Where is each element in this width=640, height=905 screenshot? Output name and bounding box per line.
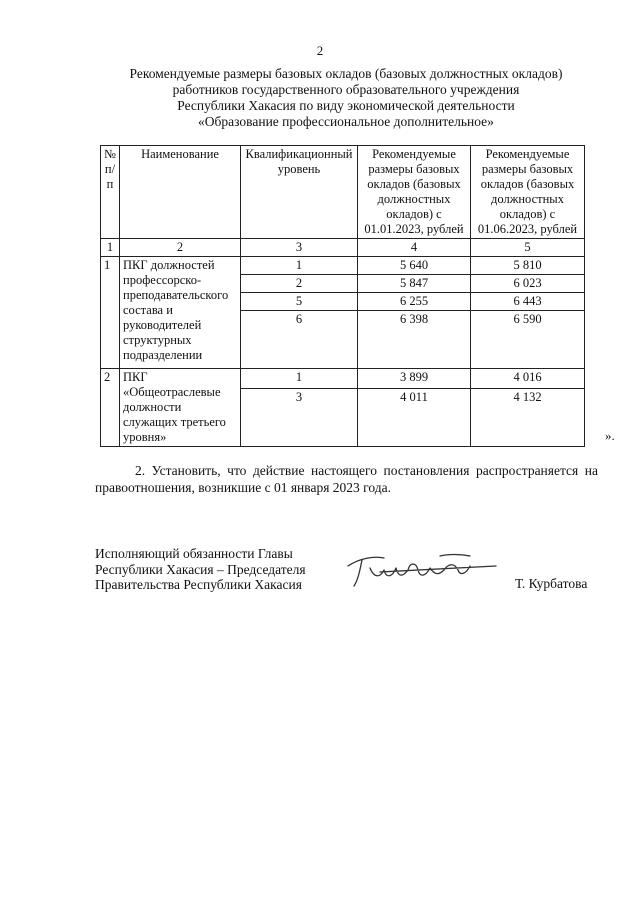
salary-jan: 6 398 — [358, 311, 471, 369]
signer-line: Исполняющий обязанности Главы — [95, 546, 293, 561]
salary-jan: 4 011 — [358, 389, 471, 447]
group-name: ПКГ «Общеотраслевые должности служащих третьего уровня» — [120, 369, 241, 447]
salary-table — [100, 145, 585, 447]
qualification-level: 2 — [241, 275, 358, 293]
group-name: ПКГ должностей профессорско-преподавательского состава и руководителей структурных подразделении — [120, 257, 241, 369]
header-level: Квалификационный уровень — [241, 146, 358, 239]
title-line: «Образование профессиональное дополнительное» — [198, 114, 494, 129]
resolution-paragraph: 2. Установить, что действие настоящего постановления распространяется на правоотношения, возникшие с 01 января 2023 года. — [95, 463, 598, 495]
table-row — [101, 257, 585, 275]
title-line: работников государственного образовательного учреждения — [172, 82, 520, 97]
column-number: 4 — [358, 239, 471, 257]
header-salary-jun: Рекомендуемые размеры базовых окладов (базовых должностных окладов) с 01.06.2023, рублей — [471, 146, 585, 239]
salary-jan: 5 847 — [358, 275, 471, 293]
table-row — [101, 369, 585, 389]
qualification-level: 6 — [241, 311, 358, 369]
salary-jun: 4 016 — [471, 369, 585, 389]
page-number: 2 — [316, 43, 324, 58]
salary-jan: 6 255 — [358, 293, 471, 311]
header-salary-jan: Рекомендуемые размеры базовых окладов (базовых должностных окладов) с 01.01.2023, рублей — [358, 146, 471, 239]
signer-name: Т. Курбатова — [515, 576, 588, 591]
column-number-row — [101, 239, 585, 257]
signer-line: Республики Хакасия – Председателя — [95, 561, 306, 577]
qualification-level: 3 — [241, 389, 358, 447]
salary-jan: 3 899 — [358, 369, 471, 389]
signer-line: Правительства Республики Хакасия — [95, 577, 302, 592]
table-header-row — [101, 146, 585, 239]
title-line: Рекомендуемые размеры базовых окладов (базовых должностных окладов) — [129, 66, 563, 81]
qualification-level: 1 — [241, 369, 358, 389]
salary-jun: 6 590 — [471, 311, 585, 369]
column-number: 3 — [241, 239, 358, 257]
header-number: № п/п — [101, 146, 120, 239]
handwritten-signature — [340, 548, 500, 590]
closing-quote: ». — [605, 428, 615, 443]
group-number: 1 — [101, 257, 120, 369]
group-number: 2 — [101, 369, 120, 447]
qualification-level: 1 — [241, 257, 358, 275]
signer-title — [95, 546, 306, 593]
title-line: Республики Хакасия по виду экономической деятельности — [177, 98, 515, 113]
document-title — [90, 66, 602, 130]
column-number: 2 — [120, 239, 241, 257]
column-number: 5 — [471, 239, 585, 257]
column-number: 1 — [101, 239, 120, 257]
salary-jun: 4 132 — [471, 389, 585, 447]
salary-jun: 5 810 — [471, 257, 585, 275]
salary-jun: 6 443 — [471, 293, 585, 311]
header-name: Наименование — [120, 146, 241, 239]
salary-jun: 6 023 — [471, 275, 585, 293]
salary-jan: 5 640 — [358, 257, 471, 275]
qualification-level: 5 — [241, 293, 358, 311]
